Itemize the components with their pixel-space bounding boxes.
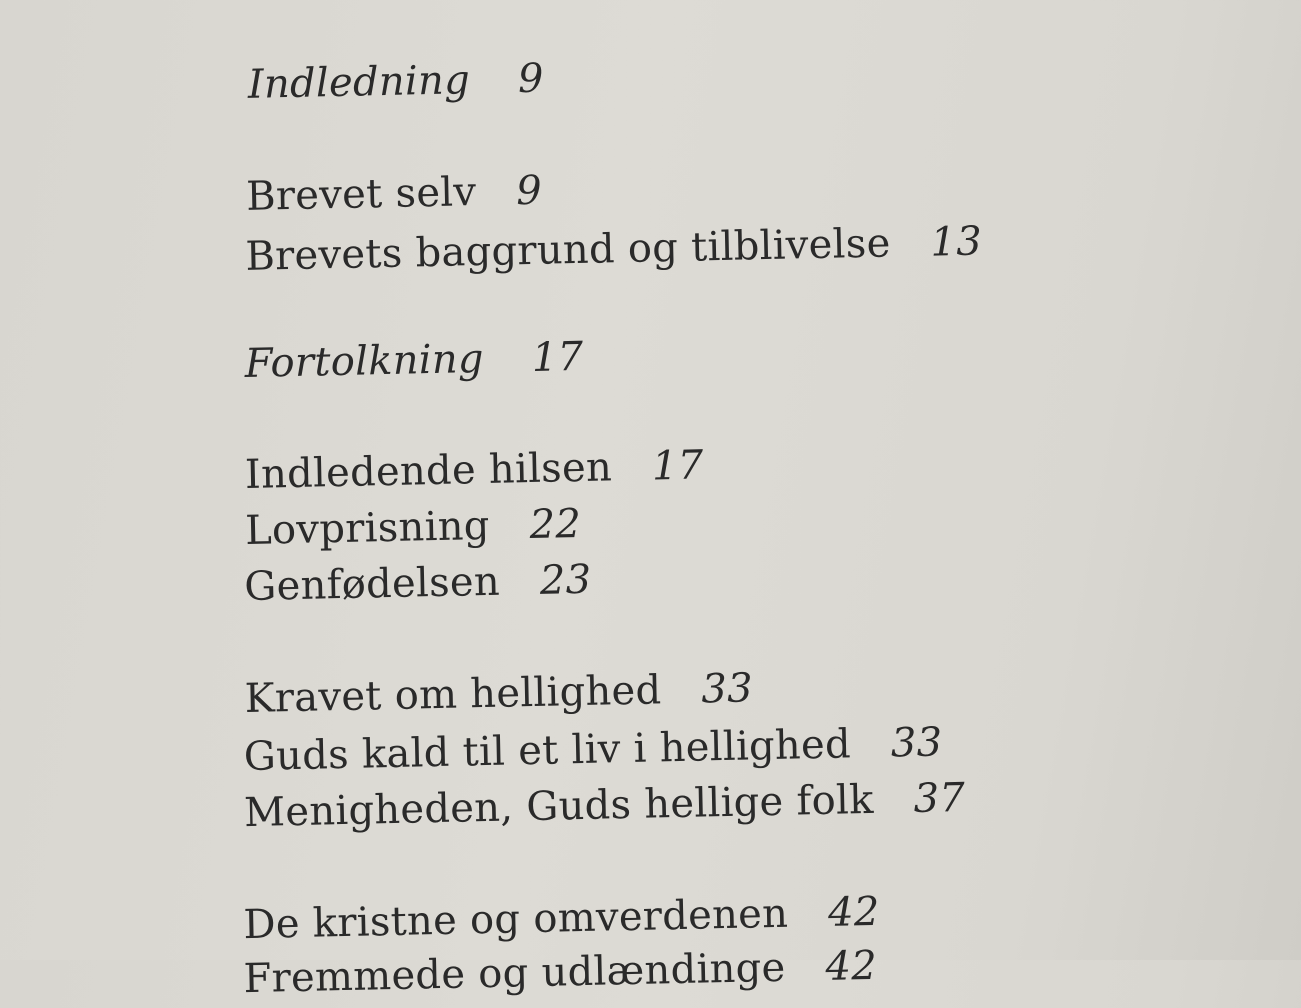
toc-entry xyxy=(245,217,983,280)
toc-entry xyxy=(245,500,582,555)
toc-entry-title: Genfødelsen xyxy=(243,558,501,611)
toc-entry-page: 9 xyxy=(517,55,545,103)
toc-entry-page: 33 xyxy=(890,719,943,767)
toc-entry-title: Brevet selv xyxy=(245,169,477,220)
toc-entry-title: Guds kald til et liv i hellighed xyxy=(243,721,852,781)
toc-entry-title: Menigheden, Guds hellige folk xyxy=(243,776,875,837)
toc-entry xyxy=(244,774,966,837)
toc-entry-page: 13 xyxy=(930,218,983,266)
toc-entry xyxy=(244,441,703,499)
toc-entry-title: Lovprisning xyxy=(244,502,491,554)
toc-entry-page: 33 xyxy=(700,665,754,713)
toc-entry xyxy=(244,333,584,388)
toc-entry-page: 42 xyxy=(824,942,878,990)
toc-entry xyxy=(244,664,753,723)
toc-entry xyxy=(246,167,543,221)
toc-entry-page: 9 xyxy=(515,167,543,215)
toc-entry xyxy=(244,556,592,611)
toc-entry-page: 42 xyxy=(827,888,881,936)
toc-entry-title: Kravet om hellighed xyxy=(244,667,662,723)
toc-entry-page: 23 xyxy=(539,556,592,604)
toc-entry xyxy=(243,942,877,1003)
toc-entry-title: Fremmede og udlændinge xyxy=(243,944,786,1003)
toc-entry-title: Brevets baggrund og tilblivelse xyxy=(244,220,891,280)
toc-entry-title: Indledning xyxy=(247,57,471,108)
toc-entry-page: 37 xyxy=(913,774,966,823)
toc-entry-page: 17 xyxy=(651,442,704,490)
toc-entry xyxy=(243,718,942,781)
toc-entry-page: 22 xyxy=(529,500,582,549)
toc-entry-title: Indledende hilsen xyxy=(244,444,613,498)
toc-entry-title: De kristne og omverdenen xyxy=(242,890,789,949)
toc-entry-title: Fortolkning xyxy=(244,335,485,387)
toc-entry xyxy=(247,55,544,109)
toc-entry xyxy=(243,888,880,949)
toc-entry-page: 17 xyxy=(531,333,584,381)
